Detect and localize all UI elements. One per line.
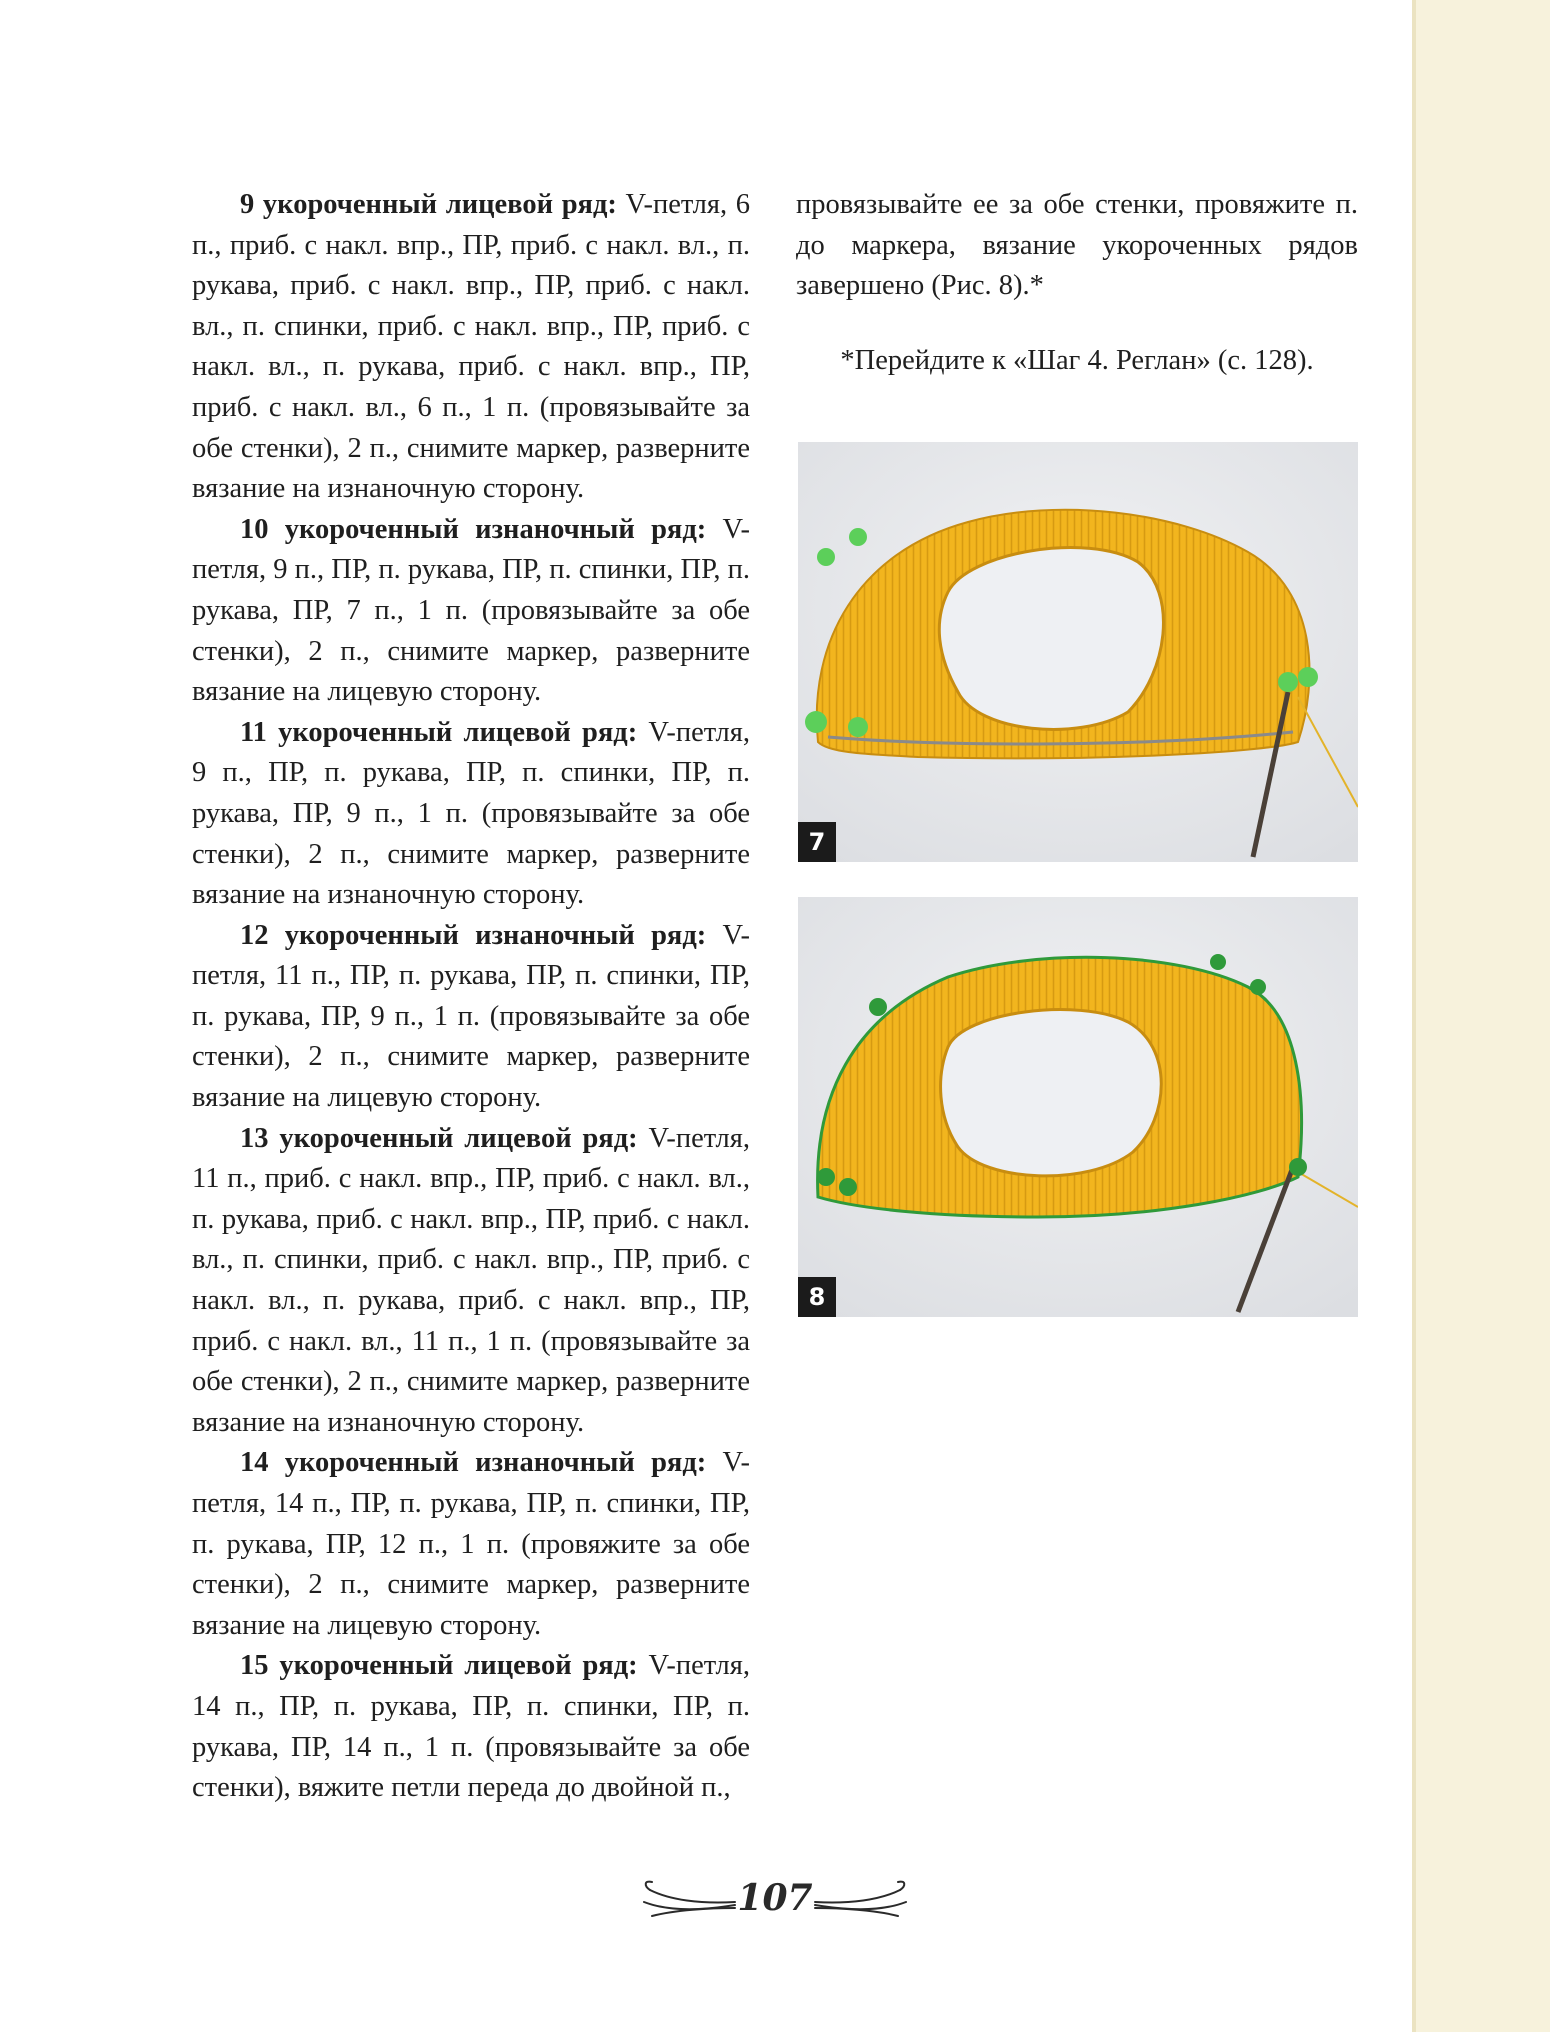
paragraph-row-10 — [192, 510, 750, 713]
row-instructions: V-петля, 14 п., ПР, п. рукава, ПР, п. спинки, ПР, п. рукава, ПР, 12 п., 1 п. (провяжите за обе стенки), 2 п., снимите маркер, разверните вязание на лицевую сторону. — [192, 1447, 750, 1641]
figure-7-number: 7 — [798, 822, 836, 862]
row-instructions: V-петля, 14 п., ПР, п. рукава, ПР, п. спинки, ПР, п. рукава, ПР, 14 п., 1 п. (провязывайте за обе стенки), вяжите петли переда до двойной п., — [192, 1650, 751, 1804]
row-heading: 11 укороченный лицевой ряд: — [240, 716, 638, 748]
row-instructions: V-петля, 11 п., приб. с накл. впр., ПР, приб. с накл. вл., п. рукава, приб. с накл. впр., ПР, приб. с накл. вл., п. спинки, приб. с накл. впр., ПР, приб. с накл. вл., п. рукава, приб. с накл. впр., ПР, приб. с накл. вл., 11 п., 1 п. (провязывайте за обе стенки), 2 п., снимите маркер, разверните вязание на изнаночную сторону. — [192, 1122, 751, 1438]
page-number: 107 — [737, 1877, 813, 1919]
figure-8-photo — [798, 897, 1358, 1317]
row-heading: 9 укороченный лицевой ряд: — [240, 189, 617, 220]
paragraph-row-14 — [192, 1443, 750, 1646]
right-column — [796, 185, 1358, 381]
page-edge-strip — [1412, 0, 1550, 2032]
row-instructions: V-петля, 6 п., приб. с накл. впр., ПР, приб. с накл. вл., п. рукава, приб. с накл. впр., ПР, приб. с накл. вл., п. спинки, приб. с накл. впр., ПР, приб. с накл. вл., п. рукава, приб. с накл. впр., ПР, приб. с накл. вл., 6 п., 1 п. (провязывайте за обе стенки), 2 п., снимите маркер, разверните вязание на изнаночную сторону. — [192, 189, 751, 505]
row-heading: 12 укороченный изнаночный ряд: — [240, 919, 707, 951]
row-heading: 14 укороченный изнаночный ряд: — [240, 1447, 707, 1479]
continued-paragraph: провязывайте ее за обе стенки, провяжите п. до маркера, вязание укороченных рядов завершено (Рис. 8).* — [796, 189, 1358, 302]
knitted-yoke-photo-7 — [798, 442, 1358, 862]
knitted-yoke-photo-8 — [798, 897, 1358, 1317]
footnote-reference: *Перейдите к «Шаг 4. Реглан» (с. 128). — [840, 344, 1314, 376]
left-column — [192, 185, 750, 1809]
paragraph-row-12 — [192, 916, 750, 1119]
figure-7-photo — [798, 442, 1358, 862]
row-instructions: V-петля, 9 п., ПР, п. рукава, ПР, п. спинки, ПР, п. рукава, ПР, 7 п., 1 п. (провязывайте за обе стенки), 2 п., снимите маркер, разверните вязание на лицевую сторону. — [192, 513, 750, 708]
page-footer — [640, 1872, 910, 1928]
row-heading: 15 укороченный лицевой ряд: — [240, 1650, 638, 1682]
row-heading: 13 укороченный лицевой ряд: — [240, 1122, 638, 1154]
figure-8-number: 8 — [798, 1277, 836, 1317]
paragraph-row-11 — [192, 713, 750, 916]
row-instructions: V-петля, 11 п., ПР, п. рукава, ПР, п. спинки, ПР, п. рукава, ПР, 9 п., 1 п. (провязывайте за обе стенки), 2 п., снимите маркер, разверните вязание на лицевую сторону. — [192, 919, 750, 1114]
row-instructions: V-петля, 9 п., ПР, п. рукава, ПР, п. спинки, ПР, п. рукава, ПР, 9 п., 1 п. (провязывайте за обе стенки), 2 п., снимите маркер, разверните вязание на изнаночную сторону. — [192, 716, 750, 911]
row-heading: 10 укороченный изнаночный ряд: — [240, 513, 707, 545]
paragraph-row-9 — [192, 185, 750, 510]
paragraph-row-15 — [192, 1646, 750, 1808]
paragraph-row-13 — [192, 1119, 750, 1444]
